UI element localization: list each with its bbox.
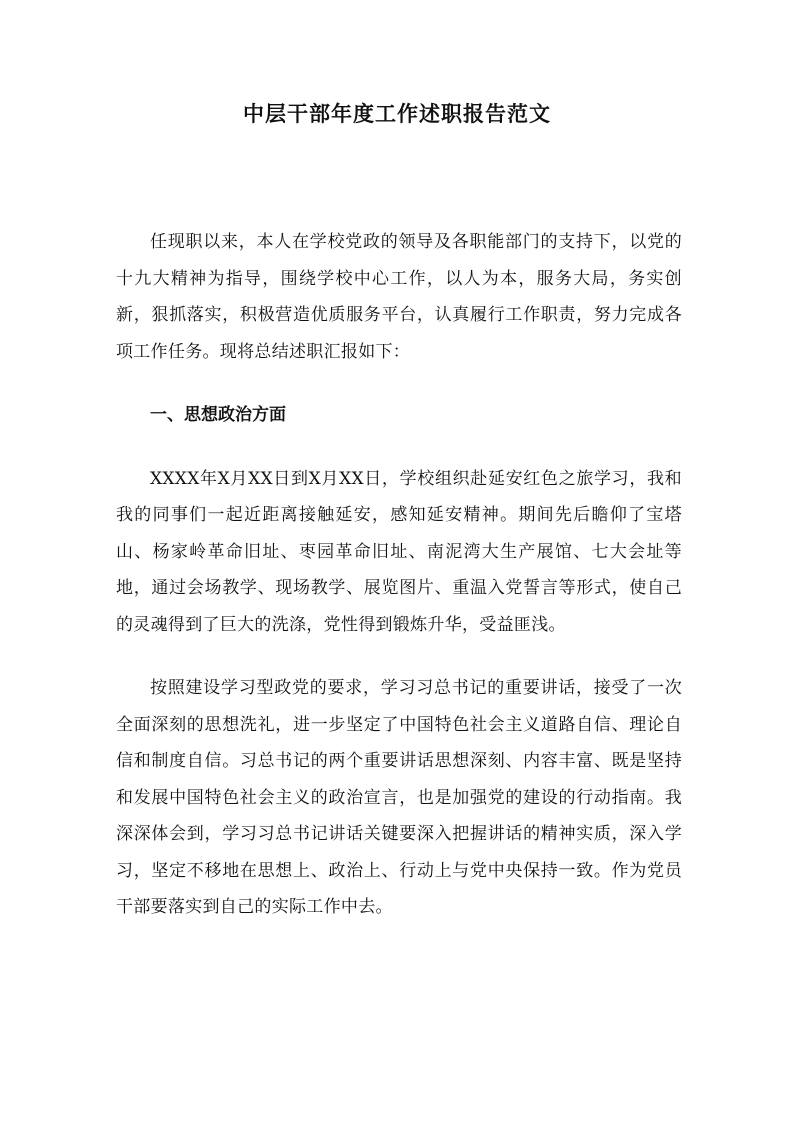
paragraph-spacer — [116, 643, 682, 670]
paragraph-spacer — [116, 434, 682, 461]
intro-paragraph: 任现职以来，本人在学校党政的领导及各职能部门的支持下，以党的十九大精神为指导，围绕学校中心工作，以人为本，服务大局，务实创新，狠抓落实，积极营造优质服务平台，认真履行工作职责，努力完成各项工作任务。现将总结述职汇报如下： — [116, 232, 682, 362]
paragraph-spacer — [116, 370, 682, 397]
body-paragraph-1: XXXX年X月XX日到X月XX日，学校组织赴延安红色之旅学习，我和我的同事们一起近距离接触延安，感知延安精神。期间先后瞻仰了宝塔山、杨家岭革命旧址、枣园革命旧址、南泥湾大生产展馆、七大会址等地，通过会场教学、现场教学、展览图片、重温入党誓言等形式，使自己的灵魂得到了巨大的洗涤，党性得到锻炼升华，受益匪浅。 — [116, 468, 682, 635]
document-title: 中层干部年度工作述职报告范文 — [243, 102, 551, 126]
body-paragraph-2: 按照建设学习型政党的要求，学习习总书记的重要讲话，接受了一次全面深刻的思想洗礼，进一步坚定了中国特色社会主义道路自信、理论自信和制度自信。习总书记的两个重要讲话思想深刻、内容丰富、既是坚持和发展中国特色社会主义的政治宣言，也是加强党的建设的行动指南。我深深体会到，学习习总书记讲话关键要深入把握讲话的精神实质，深入学习，坚定不移地在思想上、政治上、行动上与党中央保持一致。作为党员干部要落实到自己的实际工作中去。 — [116, 678, 682, 917]
document-body — [116, 224, 682, 926]
section-heading: 一、思想政治方面 — [150, 405, 286, 425]
